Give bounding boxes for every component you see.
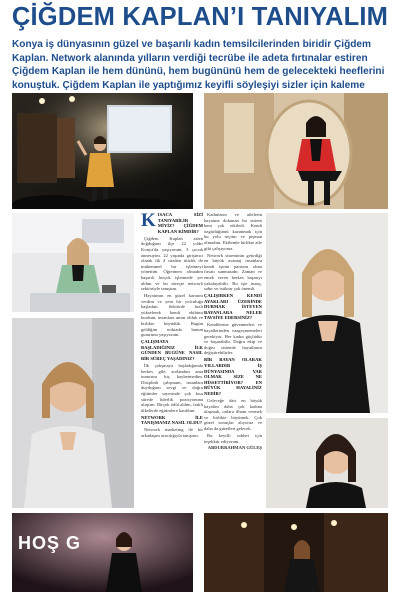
question-heading: KISACA SİZİ TANIYABİLİR MİYİZ? ÇİĞDEM KAPLAN KİMDİR?: [141, 212, 203, 234]
article-column-2: [204, 212, 262, 508]
paragraph: Kendilerine güvenmeleri ve hayallerinden vazgeçmemeleri gerekiyor. Her kadın güçlüdür ve başarabilir. Doğru ekip ve doğru sistemle hayatlarını değiştirebilirler.: [204, 322, 262, 356]
photo-stage-speech: [12, 93, 193, 209]
photo-stage-microphone: [12, 513, 193, 592]
paragraph: Network sisteminin getirdiği en büyük avantaj insanlara kendi işinin patronu olma fırsatı sunmasıdır. Zaman ve emek veren herkes başarıyı yakalayabilir. Bu işte inanç, sabır ve istikrar çok önemli.: [204, 252, 262, 292]
page-headline: ÇİĞDEM KAPLAN’I TANIYALIM: [11, 3, 389, 31]
question-heading: ÇALIŞMAYA BAŞLADIĞINIZ İLK GÜNDEN BUGÜNE NASIL BİR SÜREÇ YAŞADINIZ?: [141, 339, 203, 362]
photo-portrait-right: [266, 213, 388, 413]
question-heading: BİR BAYAN OLARAK YILLARDIR İŞ DÜNYASINDA VAR OLMAK SİZE NE HİSSETTİRİYOR? EN BÜYÜK HAYALİNİZ NEDİR?: [204, 357, 262, 396]
photo-portrait-right-2: [266, 418, 388, 508]
article-column-1: [141, 212, 203, 508]
author-signature: ABDURRAHMAN GÜLEŞ: [207, 445, 262, 451]
paragraph: Network marketing ile bir arkadaşım aracılığıyla tanıştım.: [141, 427, 203, 438]
article-deck: Konya iş dünyasının güzel ve başarılı kadın temsilcilerinden biridir Çiğdem Kaplan. Network alanında yılların verdiği tecrübe ile adeta fırtınalar estiren Çiğdem Kaplan ile hem dününü, hem bugününü hem de gelecekteki heeflerini konuştuk. Çiğdem Kaplan ile yaptığımız keyifli söyleşiyi sizler için kaleme: [12, 39, 385, 91]
paragraph: İlk çalışmaya başladığımda herkes gibi zorlandım ama inancımı hiç kaybetmedim. Disiplinli çalışmam, insanlara duyduğum sevgi ve doğru eğitimler sayesinde çok kısa sürede liderlik pozisyonuna ulaştım. Birçok ödül aldım, farklı ülkelerde eğitimlere katıldım.: [141, 363, 203, 413]
drop-cap: K: [141, 212, 156, 231]
paragraph: Kadınların ve ailelerin hayatına dokunan bu sistem beni çok etkiledi. Kendi özgürlüğümü kazanmak için bu yolu seçtim ve pişman olmadım. Ekibimle birlikte aile gibi çalışıyoruz.: [204, 212, 262, 251]
paragraph: Bu keyifli sohbet için teşekkür ediyorum.: [204, 432, 262, 444]
photo-event-stage: [204, 513, 388, 592]
photo-interview-desk: [12, 213, 134, 312]
stage-sign-text: HOŞ G: [18, 533, 82, 553]
paragraph: Çiğdem Kaplan aslen doğduğum ilçe 22 yıldır Konya'da yaşıyorum. 3 çocuk annesiyim. 22 yaşında girişimci olarak ilk 4 cüzdan titizlik ile mükemmel bir işletmeyi yönettim. Öğretmen olmadım başarılı birçok işletmede yer aldım ve bu süreçte network sektörüyle tanıştım.: [141, 235, 203, 292]
paragraph: Geleceğe dair en büyük hayalim daha çok kadına ulaşmak, onlara ilham vermek ve birlikte büyümek. Çok güzel sonuçlar alıyoruz ve daha da güzelleri gelecek.: [204, 397, 262, 431]
question-heading: NETWORK İLE TANIŞMANIZ NASIL OLDU?: [141, 414, 203, 426]
question-heading: ÇALIŞIRKEN KENDİ AYAKLARI ÜZERİNDE DURMAK İSTEYEN BAYANLARA NELER TAVSİYE EDERSİNİZ?: [204, 293, 262, 321]
photo-seated-chair: [204, 93, 388, 209]
paragraph: Hayatımın en güzel kararını verdim ve yeni bir yolculuğa başladım. Sektörde hızlı yükselerek kendi ekibimi kurdum, insanlara umut olduk ve birlikte büyüdük. Bugün geldiğim noktada bunun gururunu yaşıyorum.: [141, 293, 203, 338]
photo-portrait-left: [12, 318, 134, 508]
